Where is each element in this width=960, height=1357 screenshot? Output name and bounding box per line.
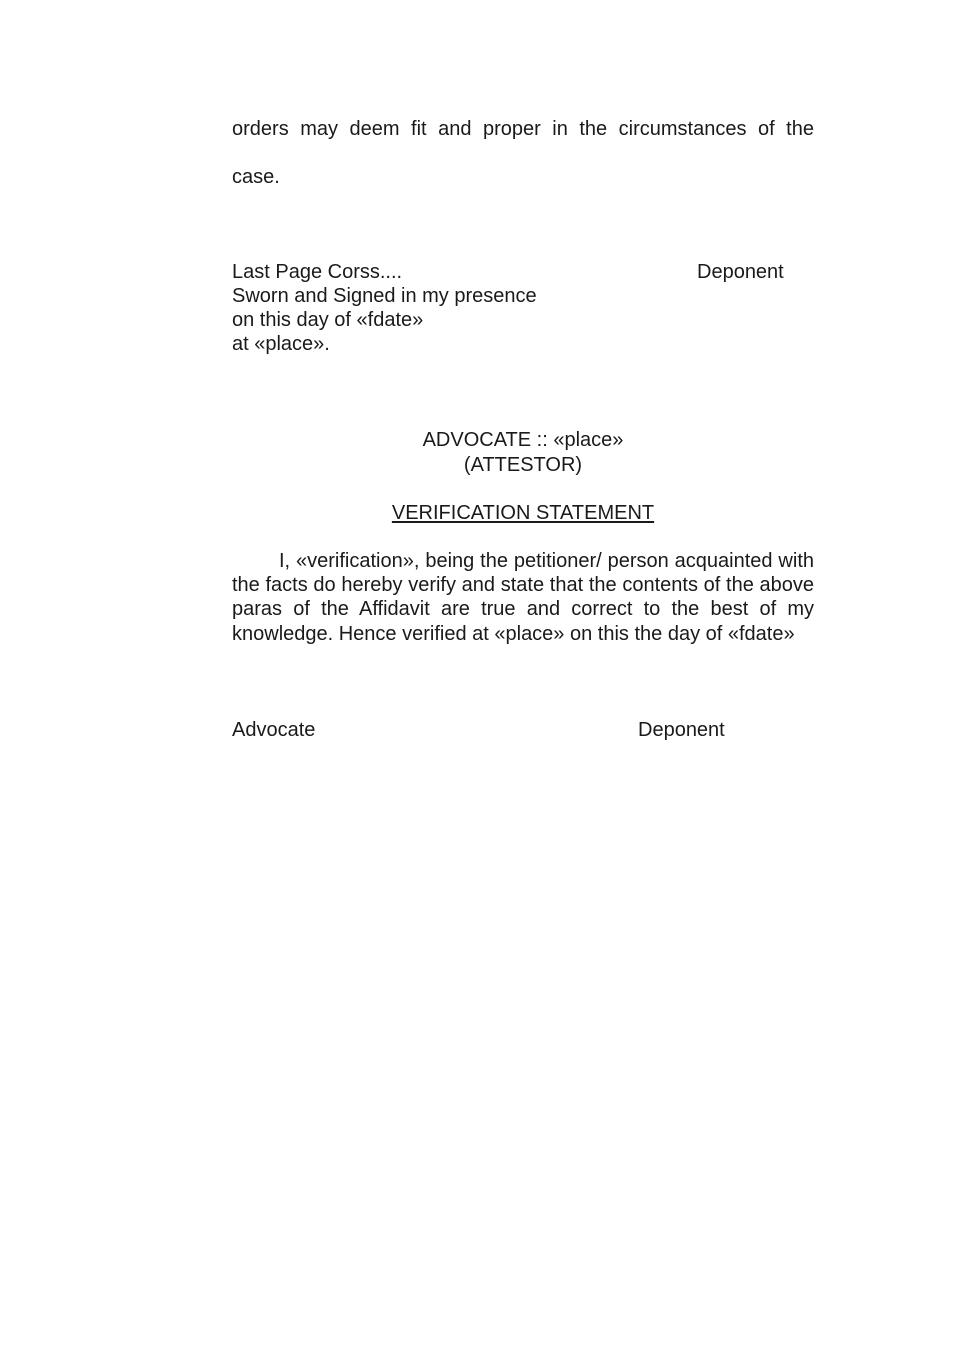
deponent-signature-label: Deponent (638, 719, 725, 741)
attestor-label: (ATTESTOR) (463, 454, 583, 476)
continuation-line-2: case. (232, 166, 280, 188)
deponent-label-top: Deponent (697, 261, 784, 283)
last-page-note: Last Page Corss.... (232, 261, 403, 283)
verification-heading: VERIFICATION STATEMENT (391, 502, 655, 524)
sworn-line: Sworn and Signed in my presence (232, 285, 537, 307)
sworn-place-line: at «place». (232, 333, 330, 355)
verification-paragraph (232, 549, 814, 646)
attestor-advocate-line: ADVOCATE :: «place» (422, 429, 624, 451)
advocate-signature-label: Advocate (232, 719, 316, 741)
sworn-date-line: on this day of «fdate» (232, 309, 424, 331)
verification-body: I, «verification», being the petitioner/ person acquainted with the facts do hereby verify and state that the contents of the above paras of the Affidavit are true and correct to the best of my knowledge. Hence verified at «place» on this the day of «fdate» (232, 550, 814, 645)
continuation-line-1: orders may deem fit and proper in the circumstances of the (232, 118, 814, 140)
